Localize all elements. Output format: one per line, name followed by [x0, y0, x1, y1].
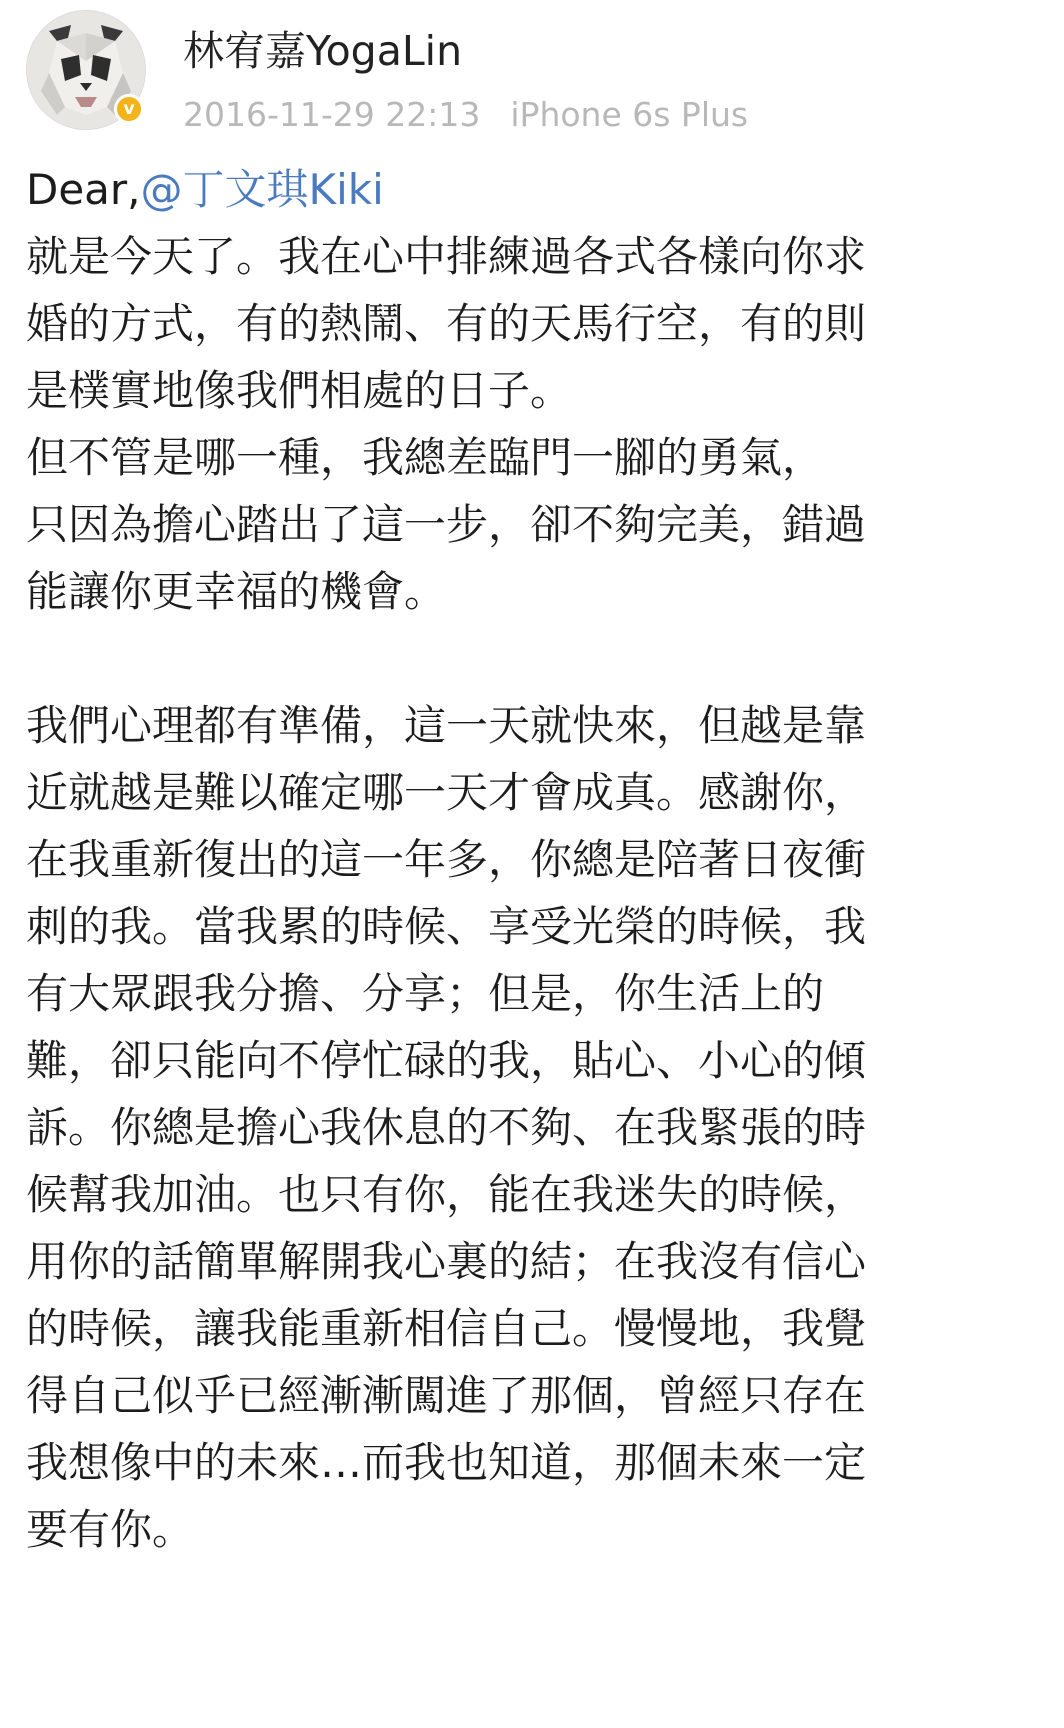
- text-line: 能讓你更幸福的機會。: [26, 567, 447, 616]
- text-line: 有大眾跟我分擔、分享；但是，你生活上的: [26, 969, 825, 1018]
- paragraph-1: [26, 223, 1036, 625]
- text-line: 訴。你總是擔心我休息的不夠、在我緊張的時: [26, 1103, 867, 1152]
- text-line: 的時候，讓我能重新相信自己。慢慢地，我覺: [26, 1304, 867, 1353]
- text-line: 就是今天了。我在心中排練過各式各樣向你求: [26, 232, 867, 281]
- verified-badge-icon: v: [114, 94, 144, 124]
- greeting-text: Dear,: [26, 165, 141, 214]
- text-line: 得自己似乎已經漸漸闖進了那個，曾經只存在: [26, 1371, 867, 1420]
- paragraph-gap: [26, 625, 1036, 692]
- post-meta: [183, 94, 748, 136]
- text-line: 刺的我。當我累的時候、享受光榮的時候，我: [26, 902, 867, 951]
- text-line: 近就越是難以確定哪一天才會成真。感謝你，: [26, 768, 867, 817]
- text-line: 但不管是哪一種，我總差臨門一腳的勇氣，: [26, 433, 825, 482]
- text-line: 用你的話簡單解開我心裏的結；在我沒有信心: [26, 1237, 867, 1286]
- post-header: [26, 10, 1026, 134]
- text-line: 難，卻只能向不停忙碌的我，貼心、小心的傾: [26, 1036, 867, 1085]
- text-line: 只因為擔心踏出了這一步，卻不夠完美，錯過: [26, 500, 867, 549]
- text-line: 婚的方式，有的熱鬧、有的天馬行空，有的則: [26, 299, 867, 348]
- mention-link[interactable]: @丁文琪Kiki: [140, 165, 384, 214]
- post-content: [26, 156, 1036, 1563]
- text-line: 在我重新復出的這一年多，你總是陪著日夜衝: [26, 835, 867, 884]
- text-line: 我們心理都有準備，這一天就快來，但越是靠: [26, 701, 867, 750]
- text-line: 要有你。: [26, 1505, 195, 1554]
- text-line: 我想像中的未來…而我也知道，那個未來一定: [26, 1438, 867, 1487]
- text-line: 是樸實地像我們相處的日子。: [26, 366, 573, 415]
- post-timestamp: 2016-11-29 22:13: [183, 95, 481, 134]
- author-name[interactable]: 林宥嘉YogaLin: [183, 27, 463, 75]
- text-line: 候幫我加油。也只有你，能在我迷失的時候，: [26, 1170, 867, 1219]
- paragraph-2: [26, 692, 1036, 1563]
- greeting-line: [26, 156, 1036, 223]
- post-source: iPhone 6s Plus: [510, 95, 749, 134]
